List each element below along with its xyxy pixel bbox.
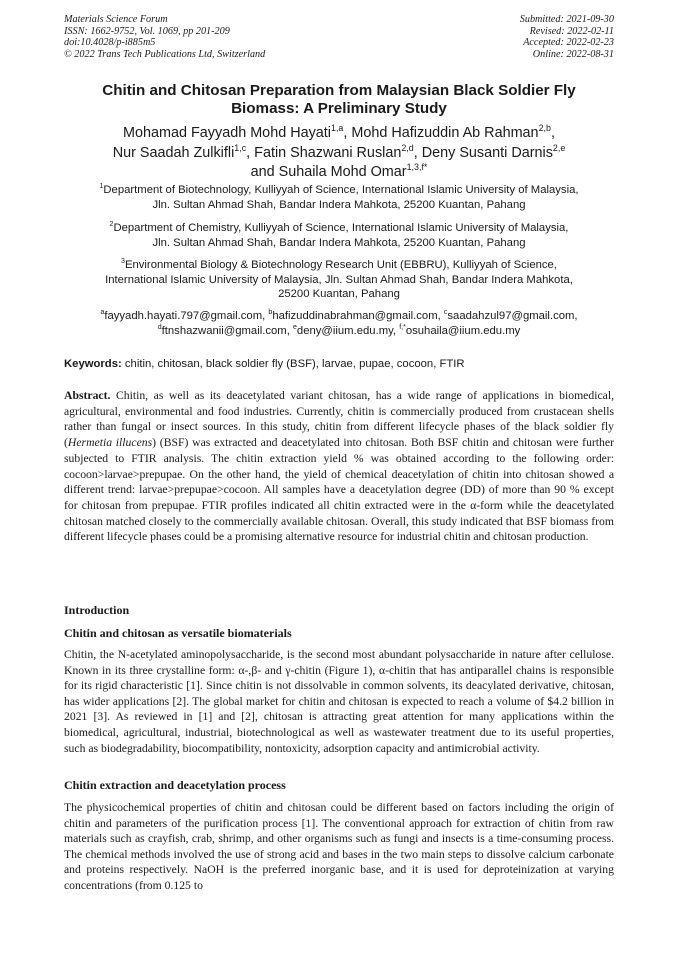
author-name: Mohd Hafizuddin Ab Rahman	[351, 125, 539, 141]
affiliation-3	[64, 258, 614, 302]
affiliation-sup: 1	[99, 183, 104, 191]
email-link[interactable]: fayyadh.hayati.797@gmail.com,	[104, 310, 269, 322]
species-name: Hermetia illucens	[67, 436, 153, 450]
email-link[interactable]: saadahzul97@gmail.com,	[447, 310, 578, 322]
author-name: and Suhaila Mohd Omar	[250, 164, 407, 180]
author-sup: 1,c	[234, 142, 247, 153]
email-sup: f,*	[399, 323, 406, 331]
email-link[interactable]: osuhaila@iium.edu.my	[405, 324, 521, 337]
author-name: Fatin Shazwani Ruslan	[254, 144, 402, 161]
email-link[interactable]: hafizuddinabrahman@gmail.com,	[272, 310, 444, 322]
abstract-text: ) (BSF) was extracted and deacetylated into chitosan. Both BSF chitin and chitosan were further subjected to FTIR analysis. The chitin extraction yield % was obtained according to the following order: cocoon>larvae>prepupae. On the other hand, the yield of chemical deacetylation of chitin into chitosan showed a different trend: larvae>prepupae>cocoon. All samples have a deacetylation degree (DD) of more than 90 % except for chitosan from prepupae. FTIR profiles indicated all chitin extracted were in the α-form while the deacetylated chitosan matched closely to the commercially available chitosan. Overall, this study indicated that BSF biomass from different lifecycle phases could be a promising alternative resource for industrial chitin and chitosan production.	[64, 436, 614, 544]
accepted-date: Accepted: 2022-02-23	[523, 37, 614, 49]
author-line-3	[64, 163, 614, 183]
online-date: Online: 2022-08-31	[532, 48, 614, 60]
affiliation-text: Department of Chemistry, Kulliyyah of Science, International Islamic University of Malaysia,	[113, 222, 569, 234]
affiliation-line: 25200 Kuantan, Pahang	[278, 288, 400, 301]
subsection-heading: Chitin extraction and deacetylation process	[64, 778, 286, 792]
author-name: Mohamad Fayyadh Mohd Hayati	[123, 125, 331, 141]
affiliation-text: Environmental Biology & Biotechnology Research Unit (EBBRU), Kulliyyah of Science,	[124, 259, 557, 271]
affiliation-sup: 2	[109, 221, 114, 229]
title-line-2: Biomass: A Preliminary Study	[231, 100, 447, 117]
email-sup: e	[293, 323, 297, 331]
email-sup: d	[157, 323, 162, 331]
keywords-text: chitin, chitosan, black soldier fly (BSF), larvae, pupae, cocoon, FTIR	[121, 358, 465, 370]
email-sup: c	[443, 309, 448, 317]
email-link[interactable]: ftnshazwanii@gmail.com,	[161, 324, 293, 337]
journal-issn: ISSN: 1662-9752, Vol. 1069, pp 201-209	[64, 25, 230, 37]
keywords-label: Keywords:	[64, 358, 122, 370]
affiliation-line: International Islamic University of Malaysia, Jln. Sultan Ahmad Shah, Bandar Indera Mahkota,	[105, 273, 573, 286]
author-sup: 1,3,f*	[406, 162, 428, 173]
title-line-1: Chitin and Chitosan Preparation from Malaysian Black Soldier Fly	[102, 82, 576, 99]
email-sup: a	[100, 309, 105, 317]
affiliation-line: Jln. Sultan Ahmad Shah, Bandar Indera Mahkota, 25200 Kuantan, Pahang	[152, 198, 526, 211]
affiliation-line	[64, 183, 614, 198]
author-list	[64, 124, 614, 183]
keywords	[64, 357, 614, 371]
introduction-heading: Introduction	[64, 603, 130, 617]
body-paragraph: The physicochemical properties of chitin and chitosan could be different based on factors including the origin of chitin and parameters of the purification process [1]. The conventional approach for extraction of chitin from raw materials such as crayfish, crab, shrimp, and other organisms such as fungi and insects is a time-consuming process. The chemical methods involved the use of strong acid and bases in the two main steps to dissolve calcium carbonate and proteins respectively. NaOH is the preferred inorganic base, and it is used for deproteinization at varying concentrations (from 0.125 to	[64, 801, 614, 892]
dates-header	[520, 14, 614, 60]
author-sup: 2,d	[401, 142, 414, 153]
author-line-2: Nur Saadah Zulkifli$^{1,c}$, Fatin Shazwani Ruslan$^{2,d}$, Deny Susanti Darnis$^{2,e}$	[112, 142, 566, 161]
email-line-2	[64, 324, 614, 339]
journal-doi: doi:10.4028/p-i885m5	[64, 37, 156, 49]
body-paragraph: Chitin, the N-acetylated aminopolysaccharide, is the second most abundant polysaccharide in nature after cellulose. Known in its three crystalline form: α-,β- and γ-chitin (Figure 1), α-chitin that has antiparallel chains is responsible for its rigid characteristic [1]. Since chitin is not dissolvable in common solvents, its deacylated derivative, chitosan, has wider applications [2]. The global market for chitin and chitosan is expected to reach a volume of $4.2 billion in 2021 [3]. As reviewed in [1] and [2], chitosan is attracting great attention for many applications within the biomedical, agricultural, industrial, biotechnological as well as wastewater treatment due to its useful properties, such as biodegradability, biocompatibility, nontoxicity, adsorption capacity and antimicrobial activity.	[64, 648, 614, 755]
affiliation-line: Jln. Sultan Ahmad Shah, Bandar Indera Mahkota, 25200 Kuantan, Pahang	[152, 236, 526, 249]
journal-copyright: © 2022 Trans Tech Publications Ltd, Switzerland	[64, 48, 266, 60]
email-list	[64, 309, 614, 338]
affiliation-2	[64, 221, 614, 250]
affiliation-line	[64, 258, 614, 273]
abstract	[64, 388, 614, 545]
author-name: Nur Saadah Zulkifli	[112, 144, 235, 161]
email-line-1	[64, 309, 614, 324]
author-line-1: Mohamad Fayyadh Mohd Hayati$^{1,a}$, Mohd Hafizuddin Ab Rahman$^{2,b}$,	[123, 123, 555, 141]
author-name: Deny Susanti Darnis	[421, 144, 553, 161]
email-sup: b	[268, 309, 273, 317]
author-sup: 2,b	[538, 123, 551, 134]
abstract-text: Chitin, as well as its deacetylated variant chitosan, has a wide range of applications in biomedical, agricultural, environmental and food industries. Currently, chitin is commercially produced from crustacean shells rather than fungal or insect sources. In this study, chitin from different lifecycle phases of the black soldier fly (	[64, 389, 614, 450]
affiliation-text: Department of Biotechnology, Kulliyyah of Science, International Islamic University of Malaysia,	[103, 184, 579, 196]
affiliation-line	[64, 221, 614, 236]
journal-name: Materials Science Forum	[64, 14, 168, 25]
subsection-heading: Chitin and chitosan as versatile biomaterials	[64, 626, 292, 640]
email-link[interactable]: deny@iium.edu.my,	[296, 324, 400, 337]
paper-title	[64, 82, 614, 118]
revised-date: Revised: 2022-02-11	[529, 25, 614, 37]
journal-header	[64, 14, 265, 60]
author-sup: 1,a	[330, 123, 344, 134]
abstract-label: Abstract.	[64, 389, 111, 402]
submitted-date: Submitted: 2021-09-30	[519, 14, 614, 25]
author-sup: 2,e	[552, 142, 566, 153]
affiliation-1	[64, 183, 614, 212]
affiliation-sup: 3	[121, 258, 125, 266]
